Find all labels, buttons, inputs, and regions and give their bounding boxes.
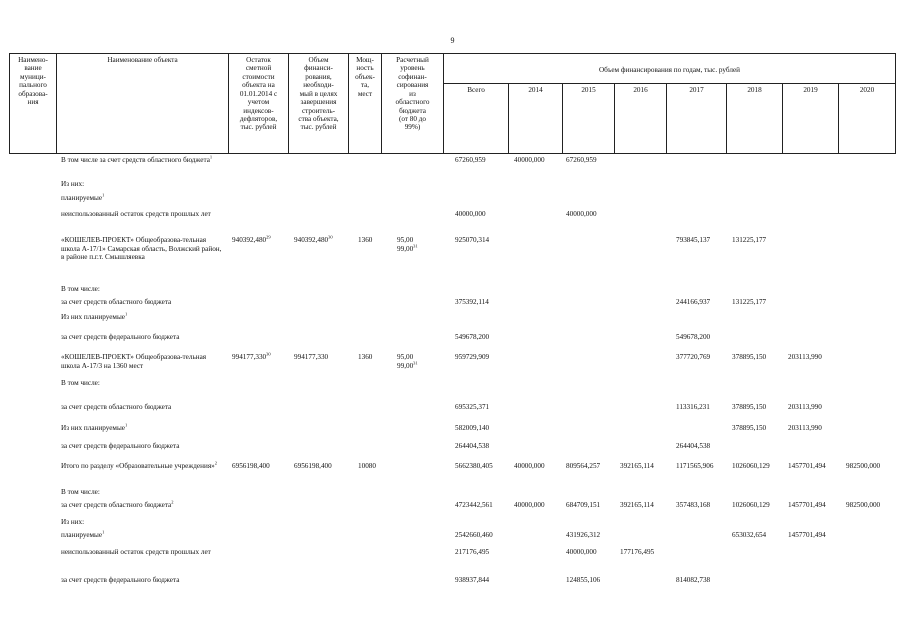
cell-value: 392165,114 — [620, 462, 654, 470]
cell-remaining — [232, 353, 271, 362]
header-top-rule — [9, 53, 896, 54]
object-name-text: планируемые — [61, 531, 103, 539]
object-name-text: за счет средств федерального бюджета — [61, 576, 180, 584]
cell-y2019 — [788, 403, 822, 412]
cell-remaining — [232, 462, 270, 471]
cell-total — [455, 333, 489, 342]
object-name — [61, 462, 226, 471]
cell-value: 131225,177 — [732, 236, 767, 244]
header-line: дефляторов, — [239, 114, 278, 123]
header-line: ность — [356, 64, 374, 73]
cell-value: 40000,000 — [566, 210, 597, 218]
object-name — [61, 210, 226, 219]
header-year-2014: 2014 — [528, 86, 543, 94]
cell-value: 113316,231 — [676, 403, 710, 411]
object-name — [61, 488, 226, 497]
cell-total — [455, 236, 489, 245]
cell-value: 809564,257 — [566, 462, 601, 470]
cell-total — [455, 576, 489, 585]
cell-total — [455, 210, 486, 219]
header-line: финанси- — [304, 64, 333, 73]
header-line: уровень — [400, 64, 425, 73]
cell-value: 1457701,494 — [788, 501, 826, 509]
cell-y2015 — [566, 501, 600, 510]
object-name-text: планируемые — [61, 194, 103, 202]
cell-total — [455, 462, 493, 471]
cell-value: 124855,106 — [566, 576, 601, 584]
cell-capacity — [358, 236, 372, 245]
col-sep — [895, 53, 896, 153]
footnote-marker: 1 — [102, 192, 105, 198]
cell-value: 814082,738 — [676, 576, 711, 584]
cell-value: 67260,959 — [566, 156, 597, 164]
cell-y2018 — [732, 236, 766, 245]
cell-cofinancing-alt — [397, 245, 418, 254]
footnote-marker: 29 — [266, 234, 271, 240]
header-line: вание — [24, 64, 42, 73]
header-line: стоимости — [242, 72, 275, 81]
cell-remaining — [232, 236, 271, 245]
header-line: сирования — [396, 81, 429, 90]
cell-value: 99,00 — [397, 362, 414, 370]
object-name-text: Из них планируемые — [61, 313, 125, 321]
cell-value: 2542660,460 — [455, 531, 493, 539]
cell-total — [455, 531, 493, 540]
footnote-marker: 1 — [124, 422, 128, 428]
cell-y2015 — [566, 548, 597, 557]
cell-value: 378895,150 — [732, 353, 767, 361]
footnote-marker: 1 — [102, 529, 105, 535]
cell-y2015 — [566, 210, 597, 219]
header-line: строитель- — [301, 106, 336, 115]
object-name — [61, 518, 226, 527]
header-line: мый в целях — [299, 89, 338, 98]
header-year-2015: 2015 — [581, 86, 596, 94]
years-group-rule — [443, 83, 896, 84]
cell-total — [455, 353, 489, 362]
header-line: тыс. рублей — [300, 123, 337, 132]
object-name-text: за счет средств федерального бюджета — [61, 442, 180, 450]
page-number: 9 — [450, 36, 455, 45]
cell-value: 217176,495 — [455, 548, 490, 556]
cell-y2015 — [566, 576, 600, 585]
cell-value: 959729,909 — [455, 353, 490, 361]
cell-value: 653032,654 — [732, 531, 767, 539]
cell-value: 684709,151 — [566, 501, 601, 509]
cell-value: 793845,137 — [676, 236, 711, 244]
object-name — [61, 353, 226, 370]
header-bottom-rule — [9, 153, 896, 154]
header-line: ства объекта, — [298, 114, 339, 123]
object-name — [61, 194, 226, 203]
header-line: ния — [27, 98, 39, 107]
header-line: пального — [19, 81, 47, 90]
cell-cofinancing: 95,00 — [397, 236, 414, 244]
cell-total — [455, 403, 489, 412]
object-name-text: Итого по разделу «Образовательные учреждения» — [61, 462, 215, 470]
cell-value: 940392,480 — [232, 236, 267, 244]
header-line: учетом — [247, 98, 270, 107]
header-line: бюджета — [399, 106, 426, 115]
cell-value: 40000,000 — [514, 156, 545, 164]
cell-capacity — [358, 462, 376, 471]
header-line: Наимено- — [18, 56, 48, 64]
object-name-text: «КОШЕЛЕВ-ПРОЕКТ» Общеобразова-тельная школа А-17/1» Самарская область, Волжский район, в районе п.г.т. Смышляевка — [61, 236, 222, 262]
header-year-2020: 2020 — [859, 86, 875, 94]
cell-y2018 — [732, 353, 766, 362]
header-line: объек- — [355, 72, 375, 81]
cell-y2019 — [788, 462, 826, 471]
cell-total — [455, 548, 489, 557]
cell-y2017 — [676, 576, 710, 585]
cell-value: 925070,314 — [455, 236, 490, 244]
cell-y2017 — [676, 353, 710, 362]
cell-value: 378895,150 — [732, 424, 767, 432]
cell-y2014 — [514, 462, 545, 471]
cell-y2018 — [732, 298, 766, 307]
header-line: объекта на — [242, 81, 275, 90]
footnote-marker: 30 — [328, 234, 333, 240]
object-name — [61, 298, 226, 307]
header-line: Объем — [308, 56, 329, 64]
header-cofinancing — [382, 56, 443, 132]
object-name-text: Из них: — [61, 180, 85, 188]
object-name — [61, 236, 226, 262]
object-name-text: В том числе: — [61, 379, 100, 387]
cell-value: 6956198,400 — [294, 462, 332, 470]
header-year-2017: 2017 — [689, 86, 704, 94]
header-line: образова- — [18, 89, 48, 98]
cell-y2014 — [514, 156, 545, 165]
cell-y2018 — [732, 403, 766, 412]
cell-y2020 — [846, 501, 880, 510]
cell-value: 264404,538 — [676, 442, 711, 450]
cell-y2019 — [788, 501, 826, 510]
cell-value: 1026060,129 — [732, 462, 770, 470]
cell-total — [455, 424, 489, 433]
cell-y2017 — [676, 501, 710, 510]
cell-value: 1360 — [358, 353, 373, 361]
object-name — [61, 180, 226, 189]
cell-value: 940392,480 — [294, 236, 329, 244]
object-name — [61, 403, 226, 412]
header-line: Расчетный — [396, 56, 429, 64]
object-name — [61, 442, 226, 451]
cell-value: 40000,000 — [514, 462, 545, 470]
cell-value: 203113,990 — [788, 403, 822, 411]
header-remaining-cost — [229, 56, 288, 132]
object-name — [61, 333, 226, 342]
cell-y2014 — [514, 501, 545, 510]
cell-value: 994177,330 — [232, 353, 267, 361]
header-line: индексов- — [243, 106, 274, 115]
footnote-marker: 2 — [171, 499, 174, 505]
header-object: Наименование объекта — [107, 56, 178, 64]
cell-value: 994177,330 — [294, 353, 329, 361]
cell-y2020 — [846, 462, 880, 471]
cell-total — [455, 501, 493, 510]
object-name-text: Из них планируемые — [61, 424, 125, 432]
object-name — [61, 285, 226, 294]
cell-y2016 — [620, 462, 654, 471]
cell-value: 4723442,561 — [455, 501, 493, 509]
cell-y2018 — [732, 531, 766, 540]
cell-value: 377720,769 — [676, 353, 711, 361]
header-year-2018: 2018 — [747, 86, 762, 94]
header-year-2016: 2016 — [633, 86, 648, 94]
cell-value: 357483,168 — [676, 501, 711, 509]
cell-y2019 — [788, 353, 822, 362]
cell-y2017 — [676, 298, 710, 307]
object-name-text: за счет средств областного бюджета — [61, 403, 172, 411]
object-name — [61, 156, 226, 165]
cell-value: 1026060,129 — [732, 501, 770, 509]
object-name-text: В том числе за счет средств областного бюджета — [61, 156, 210, 164]
cell-y2017 — [676, 462, 713, 471]
header-year-total: Всего — [467, 86, 485, 94]
object-name — [61, 379, 226, 388]
header-line: сметной — [245, 64, 272, 73]
cell-cofinancing-alt — [397, 362, 418, 371]
cell-y2018 — [732, 501, 770, 510]
cell-volume — [294, 353, 328, 362]
object-name-text: неиспользованный остаток средств прошлых лет — [61, 210, 211, 218]
object-name-text: В том числе: — [61, 285, 100, 293]
cell-value: 938937,844 — [455, 576, 490, 584]
cell-value: 40000,000 — [514, 501, 545, 509]
object-name — [61, 501, 226, 510]
cell-value: 392165,114 — [620, 501, 654, 509]
header-line: завершения — [300, 98, 337, 107]
cell-value: 177176,495 — [620, 548, 655, 556]
cell-value: 1457701,494 — [788, 462, 826, 470]
object-name — [61, 424, 226, 433]
header-year-2019: 2019 — [803, 86, 818, 94]
footnote-marker: 1 — [124, 311, 128, 317]
object-name — [61, 576, 226, 585]
object-name — [61, 313, 226, 322]
cell-total — [455, 298, 489, 307]
cell-y2018 — [732, 462, 770, 471]
header-line: областного — [395, 98, 430, 107]
cell-value: 203113,990 — [788, 353, 822, 361]
header-line: Мощ- — [356, 56, 374, 64]
header-line: рования, — [305, 72, 332, 81]
cell-value: 982500,000 — [846, 462, 881, 470]
header-line: (от 80 до — [398, 114, 427, 123]
cell-value: 99,00 — [397, 245, 414, 253]
object-name-text: за счет средств областного бюджета — [61, 298, 172, 306]
cell-y2017 — [676, 236, 710, 245]
cell-value: 982500,000 — [846, 501, 881, 509]
header-line: софинан- — [398, 72, 427, 81]
cell-y2017 — [676, 442, 710, 451]
footnote-marker: 2 — [214, 460, 217, 466]
cell-value: 40000,000 — [566, 548, 597, 556]
header-municipality — [10, 56, 56, 107]
cell-value: 695325,371 — [455, 403, 490, 411]
cell-y2016 — [620, 548, 654, 557]
object-name-text: Из них: — [61, 518, 85, 526]
header-financing-volume — [289, 56, 348, 132]
object-name-text: неиспользованный остаток средств прошлых лет — [61, 548, 211, 556]
object-name — [61, 548, 226, 557]
cell-total — [455, 156, 486, 165]
header-line: 01.01.2014 с — [239, 89, 278, 98]
cell-value: 6956198,400 — [232, 462, 270, 470]
cell-value: 378895,150 — [732, 403, 767, 411]
cell-capacity — [358, 353, 372, 362]
cell-y2017 — [676, 333, 710, 342]
object-name-text: за счет средств областного бюджета — [61, 501, 172, 509]
object-name-text: «КОШЕЛЕВ-ПРОЕКТ» Общеобразова-тельная школа А-17/3 на 1360 мест — [61, 353, 207, 370]
cell-y2015 — [566, 156, 597, 165]
header-years-group: Объем финансирования по годам, тыс. рублей — [598, 66, 741, 74]
header-line: 99%) — [404, 123, 421, 132]
cell-y2015 — [566, 531, 600, 540]
cell-y2019 — [788, 424, 822, 433]
header-line: та, — [360, 81, 370, 90]
cell-total — [455, 442, 489, 451]
cell-value: 1457701,494 — [788, 531, 826, 539]
cell-value: 131225,177 — [732, 298, 767, 306]
footnote-marker: 31 — [413, 360, 418, 366]
cell-value: 582009,140 — [455, 424, 490, 432]
header-line: из — [409, 89, 416, 98]
header-line: необходи- — [303, 81, 334, 90]
footnote-marker: 1 — [209, 154, 213, 160]
object-name-text: за счет средств федерального бюджета — [61, 333, 180, 341]
cell-value: 203113,990 — [788, 424, 822, 432]
header-line: муници- — [20, 72, 46, 81]
cell-value: 549678,200 — [455, 333, 490, 341]
object-name-text: В том числе: — [61, 488, 100, 496]
cell-value: 67260,959 — [455, 156, 486, 164]
cell-value: 264404,538 — [455, 442, 490, 450]
cell-value: 1171565,906 — [676, 462, 714, 470]
cell-volume — [294, 462, 332, 471]
cell-y2017 — [676, 403, 710, 412]
cell-cofinancing: 95,00 — [397, 353, 414, 361]
col-sep — [56, 53, 57, 153]
header-capacity — [349, 56, 381, 98]
footnote-marker: 31 — [413, 243, 418, 249]
cell-value: 10080 — [358, 462, 376, 470]
object-name — [61, 531, 226, 540]
cell-value: 1360 — [358, 236, 373, 244]
cell-y2019 — [788, 531, 826, 540]
cell-value: 5662380,405 — [455, 462, 493, 470]
cell-y2015 — [566, 462, 600, 471]
cell-y2016 — [620, 501, 654, 510]
footnote-marker: 30 — [266, 351, 271, 357]
cell-volume — [294, 236, 333, 245]
cell-y2018 — [732, 424, 766, 433]
header-line: Остаток — [246, 56, 271, 64]
header-line: мест — [357, 89, 373, 98]
cell-value: 40000,000 — [455, 210, 486, 218]
cell-value: 375392,114 — [455, 298, 489, 306]
header-line: тыс. рублей — [240, 123, 277, 132]
cell-value: 431926,312 — [566, 531, 601, 539]
cell-value: 549678,200 — [676, 333, 711, 341]
cell-value: 244166,937 — [676, 298, 711, 306]
